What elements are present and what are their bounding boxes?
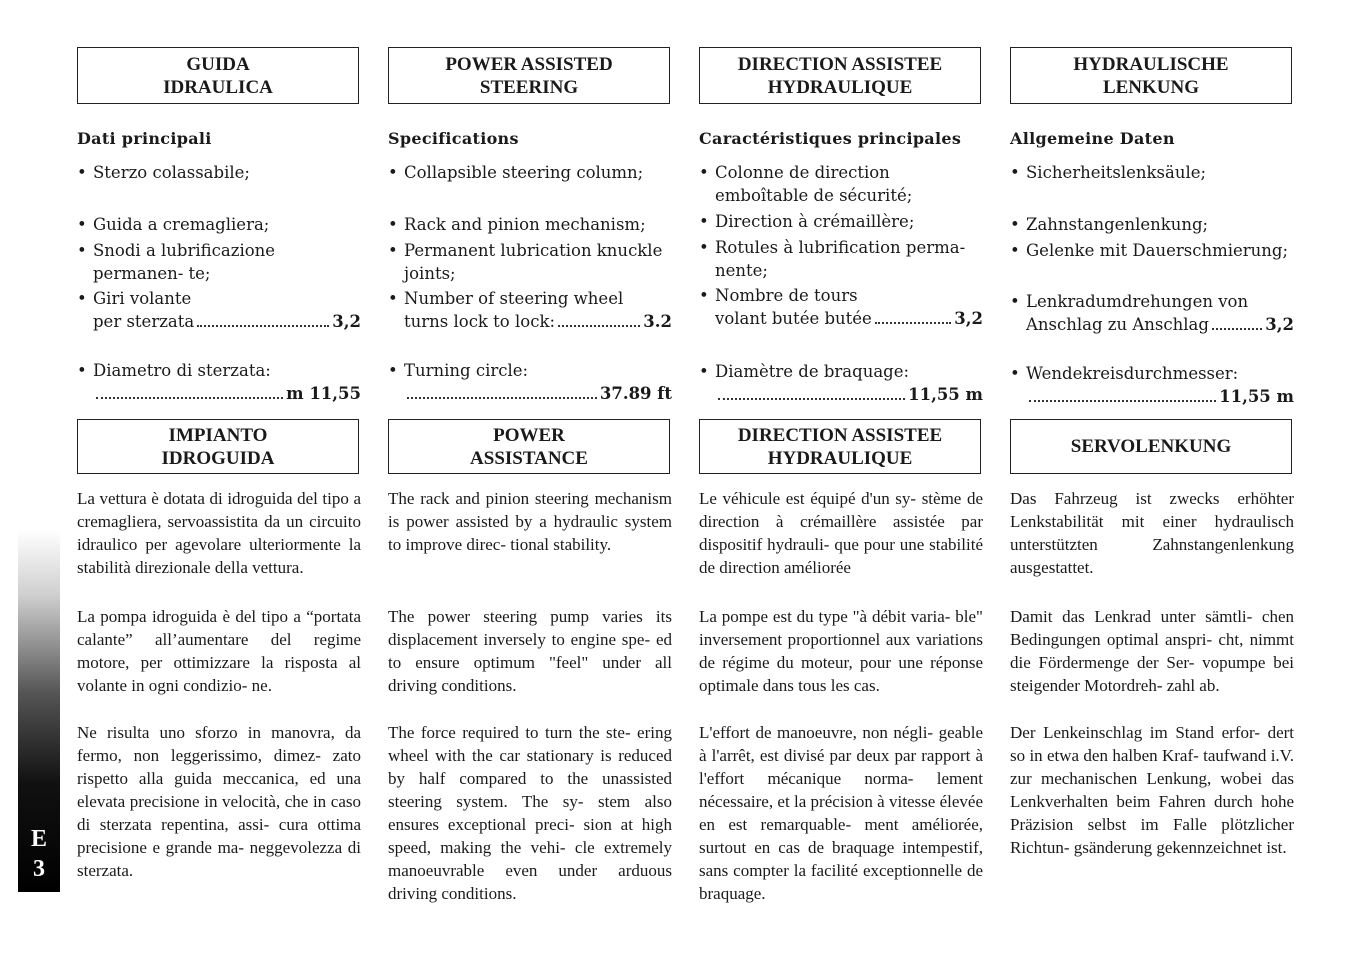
column-header <box>388 47 670 104</box>
column-header <box>699 47 981 104</box>
section-header <box>1010 419 1292 474</box>
column-french <box>699 0 983 958</box>
body-paragraph: L'effort de manoeuvre, non négli- geable à l'arrêt, est divisé par deux par rapport à l'effort mécanique norma- lement nécessaire, et la précision à vitesse élevée en est remarquable- ment améliorée, surtout en cas de braquage intempestif, sans compter la facilité exceptionnelle de braquage. <box>699 723 983 903</box>
section-header <box>77 419 359 474</box>
header-line: IDRAULICA <box>163 76 273 98</box>
spec-item: • Snodi a lubrificazione permanen- te; <box>77 241 276 283</box>
body-paragraph: Ne risulta uno sforzo in manovra, da fermo, non leggerissimo, dimez- zato rispetto alla guida meccanica, ed una elevata precisione in velocità, che in caso di sterzata repentina, assi- cura ottima precisione e grande ma- neggevolezza di sterzata. <box>77 723 361 880</box>
body-paragraph: La vettura è dotata di idroguida del tipo a cremagliera, servoassistita da un circuito idraulico per agevolare ulteriormente la stabilità direzionale della vettura. <box>77 489 361 577</box>
body-paragraph: Le véhicule est équipé d'un sy- stème de direction à crémaillère assistée par dispositif hydrauli- que pour une stabilité de direction améliorée <box>699 489 983 577</box>
spec-item: • Sicherheitslenksäule; <box>1010 163 1207 182</box>
header-line: SERVOLENKUNG <box>1070 436 1232 457</box>
spec-item-turning-circle: • Diametro di sterzata: m 11,55 <box>77 361 361 403</box>
header-line: IMPIANTO <box>168 424 268 446</box>
spec-item: • Rotules à lubrification perma- nente; <box>699 238 966 280</box>
header-line: DIRECTION ASSISTEE <box>737 424 943 446</box>
spec-item-steering-turns: • Nombre de tours volant butée butée 3,2 <box>699 286 983 328</box>
body-paragraph: Das Fahrzeug ist zwecks erhöhter Lenkstabilität mit einer hydraulisch unterstützten Zahnstangenlenkung ausgestattet. <box>1010 489 1294 577</box>
section-header <box>699 419 981 474</box>
column-english <box>388 0 672 958</box>
header-line: STEERING <box>479 76 579 98</box>
spec-item: • Gelenke mit Dauerschmierung; <box>1010 241 1289 260</box>
spec-title: Dati principali <box>77 129 212 148</box>
column-header <box>77 47 359 104</box>
header-line: HYDRAULIQUE <box>767 447 913 469</box>
spec-item: • Direction à crémaillère; <box>699 212 915 231</box>
header-line: ASSISTANCE <box>470 447 588 469</box>
spec-item: • Zahnstangenlenkung; <box>1010 215 1209 234</box>
body-paragraph: Der Lenkeinschlag im Stand erfor- dert so in etwa den halben Kraf- taufwand i.V. zur mechanischen Lenkung, wobei das Lenkverhalten beim Fahren durch hohe Präzision selbst im Falle plötzlicher Richtun- gsänderung gekennzeichnet ist. <box>1010 723 1294 857</box>
column-german <box>1010 0 1294 958</box>
body-paragraph: The force required to turn the ste- ering wheel with the car stationary is reduced by half compared to the unassisted steering system. The sy- stem also ensures exceptional preci- sion at high speed, making the vehi- cle extremely manoeuvrable even under arduous driving conditions. <box>388 723 672 903</box>
section-header <box>388 419 670 474</box>
body-paragraph: The power steering pump varies its displacement inversely to engine spe- ed to ensure optimum "feel" under all driving conditions. <box>388 607 672 695</box>
spec-item: • Collapsible steering column; <box>388 163 644 182</box>
body-paragraph: Damit das Lenkrad unter sämtli- chen Bedingungen optimal anspri- cht, nimmt die Fördermenge der Ser- vopumpe bei steigender Motordreh- zahl ab. <box>1010 607 1294 695</box>
body-paragraph: The rack and pinion steering mechanism is power assisted by a hydraulic system to improve direc- tional stability. <box>388 489 672 554</box>
spec-item-turning-circle: • Wendekreisdurchmesser: 11,55 m <box>1010 364 1294 406</box>
spec-item-steering-turns: • Lenkradumdrehungen von Anschlag zu Anschlag 3,2 <box>1010 292 1294 334</box>
chapter-letter: E <box>30 826 47 852</box>
spec-item-steering-turns: • Giri volante per sterzata 3,2 <box>77 289 361 331</box>
body-paragraph: La pompa idroguida è del tipo a “portata calante” all’aumentare del regime motore, per ottimizzare la risposta al volante in ogni condizio- ne. <box>77 607 361 695</box>
header-line: IDROGUIDA <box>161 447 275 469</box>
spec-item-turning-circle: • Diamètre de braquage: 11,55 m <box>699 362 983 404</box>
spec-item-steering-turns: • Number of steering wheel turns lock to lock: 3.2 <box>388 289 672 331</box>
spec-item: • Permanent lubrication knuckle joints; <box>388 241 663 283</box>
body-paragraph: La pompe est du type "à débit varia- ble" inversement proportionnel aux variations de régime du moteur, pour une réponse optimale dans tous les cas. <box>699 607 983 695</box>
spec-title: Caractéristiques principales <box>699 129 962 148</box>
spec-item: • Colonne de direction emboîtable de sécurité; <box>699 163 913 205</box>
header-line: HYDRAULIQUE <box>767 76 913 98</box>
page-number: 3 <box>33 856 45 882</box>
spec-title: Allgemeine Daten <box>1010 129 1175 148</box>
header-line: POWER ASSISTED <box>445 53 613 75</box>
spec-item: • Rack and pinion mechanism; <box>388 215 646 234</box>
column-header <box>1010 47 1292 104</box>
spec-item: • Guida a cremagliera; <box>77 215 270 234</box>
spec-item-turning-circle: • Turning circle: 37.89 ft <box>388 361 672 403</box>
header-line: HYDRAULISCHE <box>1073 53 1229 75</box>
spec-title: Specifications <box>388 129 519 148</box>
column-italian <box>77 0 361 958</box>
header-line: POWER <box>493 424 565 446</box>
spec-item: • Sterzo colassabile; <box>77 163 250 182</box>
header-line: DIRECTION ASSISTEE <box>737 53 943 75</box>
header-line: LENKUNG <box>1102 76 1200 98</box>
header-line: GUIDA <box>186 53 250 75</box>
